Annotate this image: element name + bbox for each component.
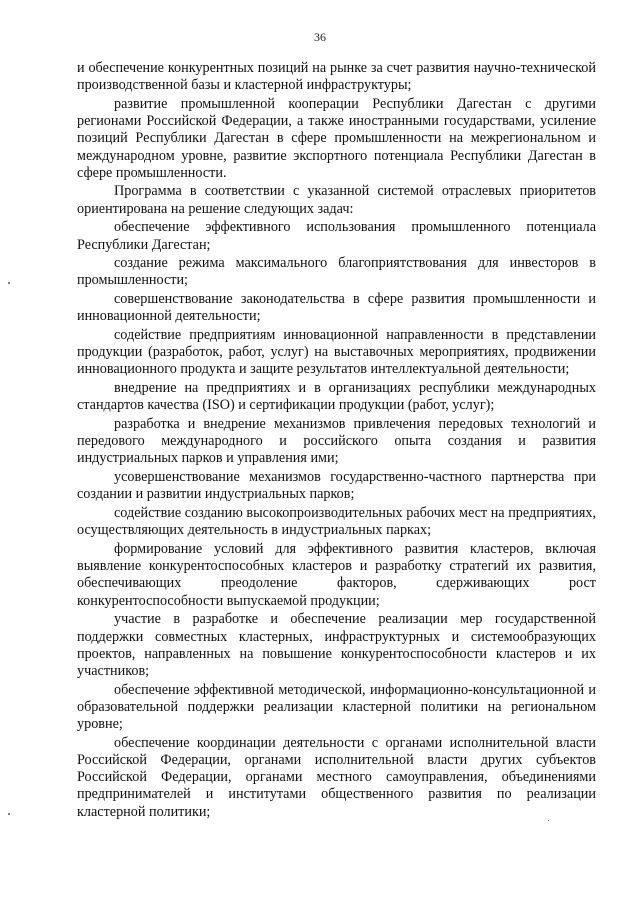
list-item: формирование условий для эффективного развития кластеров, включая выявление конкурентоспособных кластеров и разработку стратегий их развития, обеспечивающих преодоление факторов, сдерживающих рост конкурентоспособности выпускаемой продукции; (77, 540, 596, 609)
list-item: содействие предприятиям инновационной направленности в представлении продукции (разработок, работ, услуг) на выставочных мероприятиях, продвижении инновационного продукта и защите результатов интеллектуальной деятельности; (77, 327, 596, 378)
page-number: 36 (314, 30, 326, 44)
list-item: обеспечение эффективной методической, информационно-консультационной и образовательной поддержки реализации кластерной политики на региональном уровне; (77, 681, 596, 733)
scan-speck (8, 813, 10, 815)
paragraph: и обеспечение конкурентных позиций на рынке за счет развития научно-технической производственной базы и кластерной инфраструктуры; (77, 60, 596, 94)
list-item: участие в разработке и обеспечение реализации мер государственной поддержки совместных кластерных, инфраструктурных и системообразующих проектов, направленных на повышение конкурентоспособности кластеров и их участников; (77, 611, 596, 679)
scan-speck (548, 820, 549, 821)
list-item: разработка и внедрение механизмов привлечения передовых технологий и передового международного и российского опыта создания и развития индустриальных парков и управления ими; (77, 416, 596, 467)
paragraph: развитие промышленной кооперации Республики Дагестан с другими регионами Российской Федерации, а также иностранными государствами, усиление позиций Республики Дагестан в сфере промышленности на межрегиональном и международном уровне, развитие экспортного потенциала Республики Дагестан в сфере промышленности. (77, 95, 596, 181)
list-item: совершенствование законодательства в сфере развития промышленности и инновационной деятельности; (77, 291, 596, 325)
list-item: обеспечение координации деятельности с органами исполнительной власти Российской Федерации, органами исполнительной власти других субъектов Российской Федерации, органами местного самоуправления, объединениями предпринимателей и институтами общественного развития по реализации кластерной политики; (77, 734, 596, 820)
list-item: обеспечение эффективного использования промышленного потенциала Республики Дагестан; (77, 219, 596, 253)
list-item: создание режима максимального благоприятствования для инвесторов в промышленности; (77, 255, 596, 289)
list-item: внедрение на предприятиях и в организациях республики международных стандартов качества (ISO) и сертификации продукции (работ, услуг); (77, 380, 596, 414)
list-item: усовершенствование механизмов государственно-частного партнерства при создании и развитии индустриальных парков; (77, 469, 596, 503)
paragraph: Программа в соответствии с указанной системой отраслевых приоритетов ориентирована на решение следующих задач: (77, 183, 596, 217)
scan-speck (8, 282, 10, 284)
list-item: содействие созданию высокопроизводительных рабочих мест на предприятиях, осуществляющих деятельность в индустриальных парках; (77, 505, 596, 539)
page-body (77, 60, 596, 822)
